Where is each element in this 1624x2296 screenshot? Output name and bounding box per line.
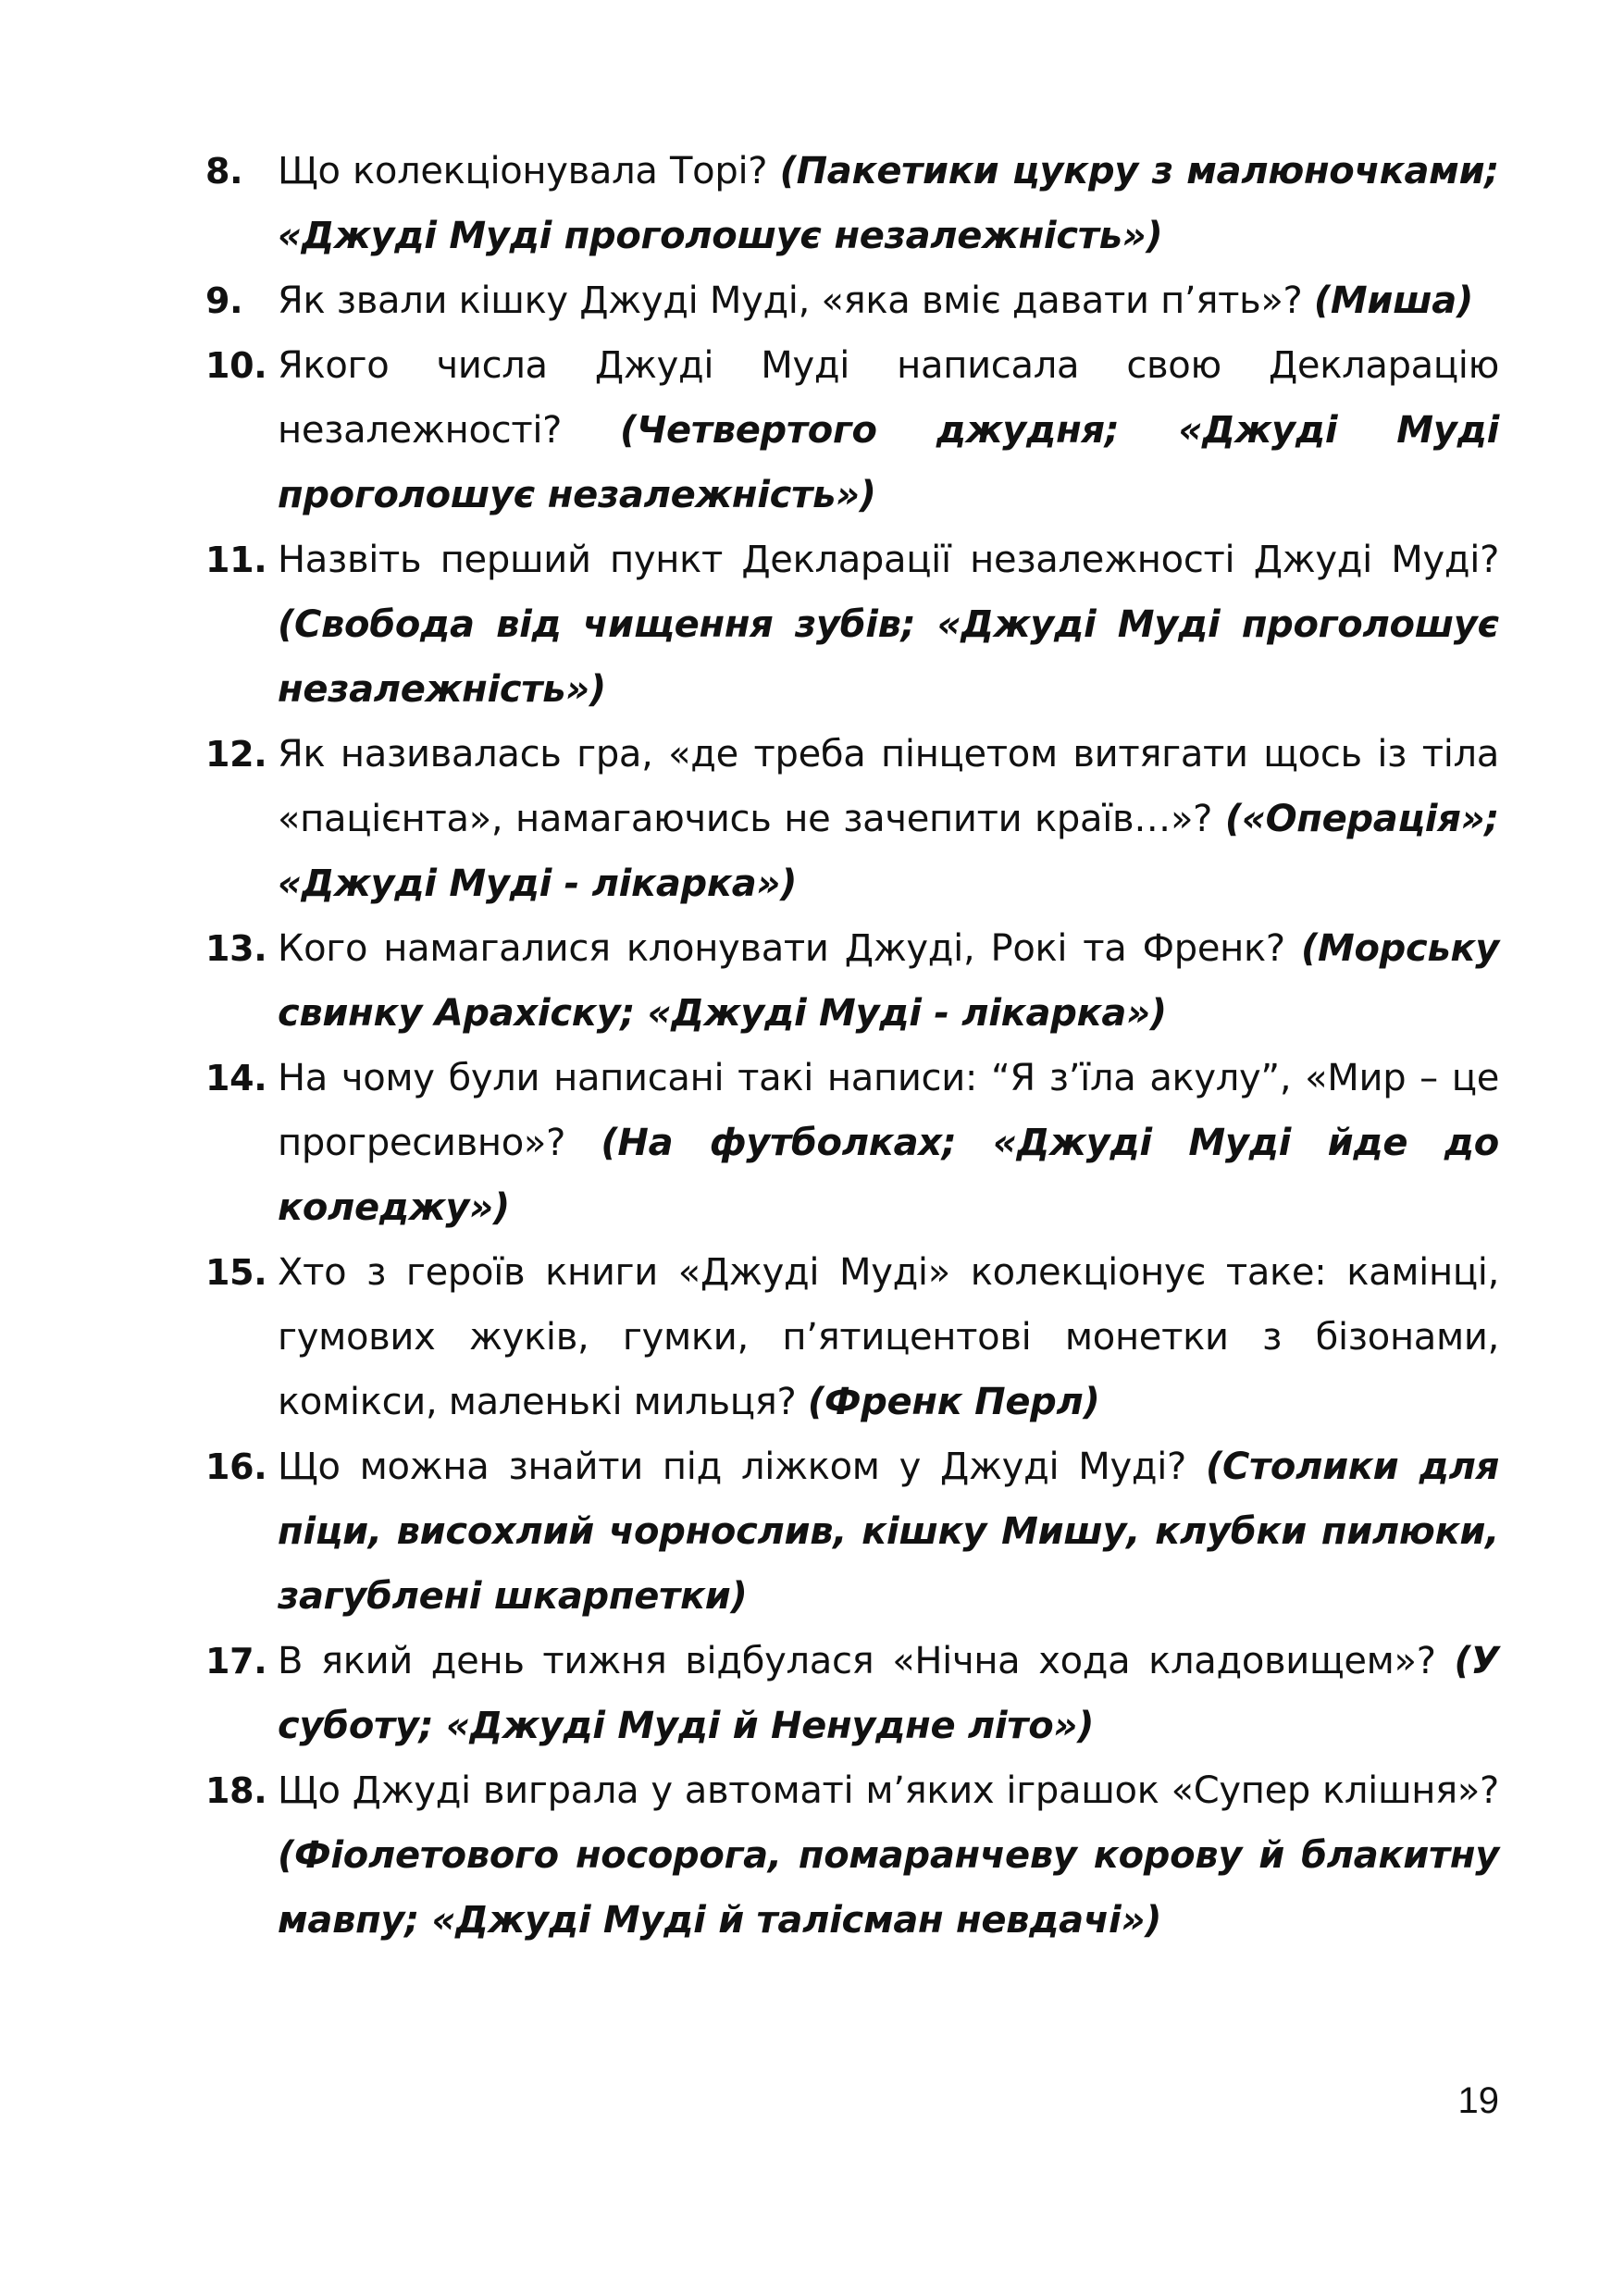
answer-text: (Фіолетового носорога, помаранчеву корову й блакитну мавпу; «Джуді Муді й талісман невдачі») (278, 1834, 1499, 1942)
question-text: Що можна знайти під ліжком у Джуді Муді? (278, 1446, 1186, 1488)
answer-text: (Морську свинку Арахіску; «Джуді Муді - лікарка») (278, 927, 1499, 1035)
list-item (205, 916, 1499, 1046)
question-text: Якого числа Джуді Муді написала свою Декларацію незалежності? (278, 344, 1499, 452)
answer-text: (Четвертого джудня; «Джуді Муді проголошує незалежність») (278, 409, 1500, 516)
list-item (205, 1758, 1499, 1953)
item-number: 9. (205, 280, 243, 321)
list-item (205, 333, 1499, 527)
page-number: 19 (1457, 2080, 1499, 2121)
question-text: Назвіть перший пункт Декларації незалежності Джуді Муді? (278, 539, 1499, 581)
question-text: На чому були написані такі написи: “Я з’їла акулу”, «Мир – це прогресивно»? (278, 1057, 1499, 1164)
question-text: Що колекціонувала Торі? (278, 150, 768, 192)
list-item (205, 722, 1499, 916)
answer-text: (Пакетики цукру з малюночками; «Джуді Муді проголошує незалежність») (278, 150, 1500, 257)
item-number: 12. (205, 734, 267, 775)
list-item (205, 1046, 1499, 1240)
list-item (205, 527, 1499, 722)
item-number: 14. (205, 1058, 267, 1098)
item-number: 17. (205, 1641, 267, 1682)
item-number: 18. (205, 1770, 267, 1811)
answer-text: (Столики для піци, висохлий чорнослив, кішку Мишу, клубки пилюки, загублені шкарпетки) (278, 1446, 1499, 1618)
question-text: Як звали кішку Джуді Муді, «яка вміє давати п’ять»? (278, 279, 1303, 322)
answer-text: (У суботу; «Джуді Муді й Ненудне літо») (278, 1640, 1499, 1747)
list-item (205, 139, 1499, 268)
item-number: 11. (205, 540, 267, 580)
item-number: 15. (205, 1252, 267, 1293)
item-number: 16. (205, 1446, 267, 1487)
question-text: Як називалась гра, «де треба пінцетом витягати щось із тіла «пацієнта», намагаючись не зачепити країв…»? (278, 733, 1499, 840)
list-item (205, 1240, 1499, 1434)
answer-text: («Операція»; «Джуді Муді - лікарка») (278, 798, 1499, 905)
list-item (205, 1434, 1499, 1629)
question-text: В який день тижня відбулася «Нічна хода кладовищем»? (278, 1640, 1436, 1682)
question-list (205, 139, 1499, 1953)
item-number: 10. (205, 345, 267, 386)
question-text: Кого намагалися клонувати Джуді, Рокі та Френк? (278, 927, 1285, 970)
list-item (205, 268, 1499, 333)
question-text: Що Джуді виграла у автоматі м’яких іграшок «Супер клішня»? (278, 1769, 1499, 1812)
answer-text: (Свобода від чищення зубів; «Джуді Муді проголошує незалежність») (278, 603, 1499, 711)
answer-text: (Миша) (1313, 279, 1473, 322)
answer-text: (На футболках; «Джуді Муді йде до коледжу») (278, 1122, 1499, 1229)
answer-text: (Френк Перл) (807, 1381, 1100, 1423)
item-number: 13. (205, 928, 267, 969)
item-number: 8. (205, 151, 243, 192)
question-text: Хто з героїв книги «Джуді Муді» колекціонує таке: камінці, гумових жуків, гумки, п’ятицентові монетки з бізонами, комікси, маленькі мильця? (278, 1251, 1499, 1423)
list-item (205, 1629, 1499, 1758)
